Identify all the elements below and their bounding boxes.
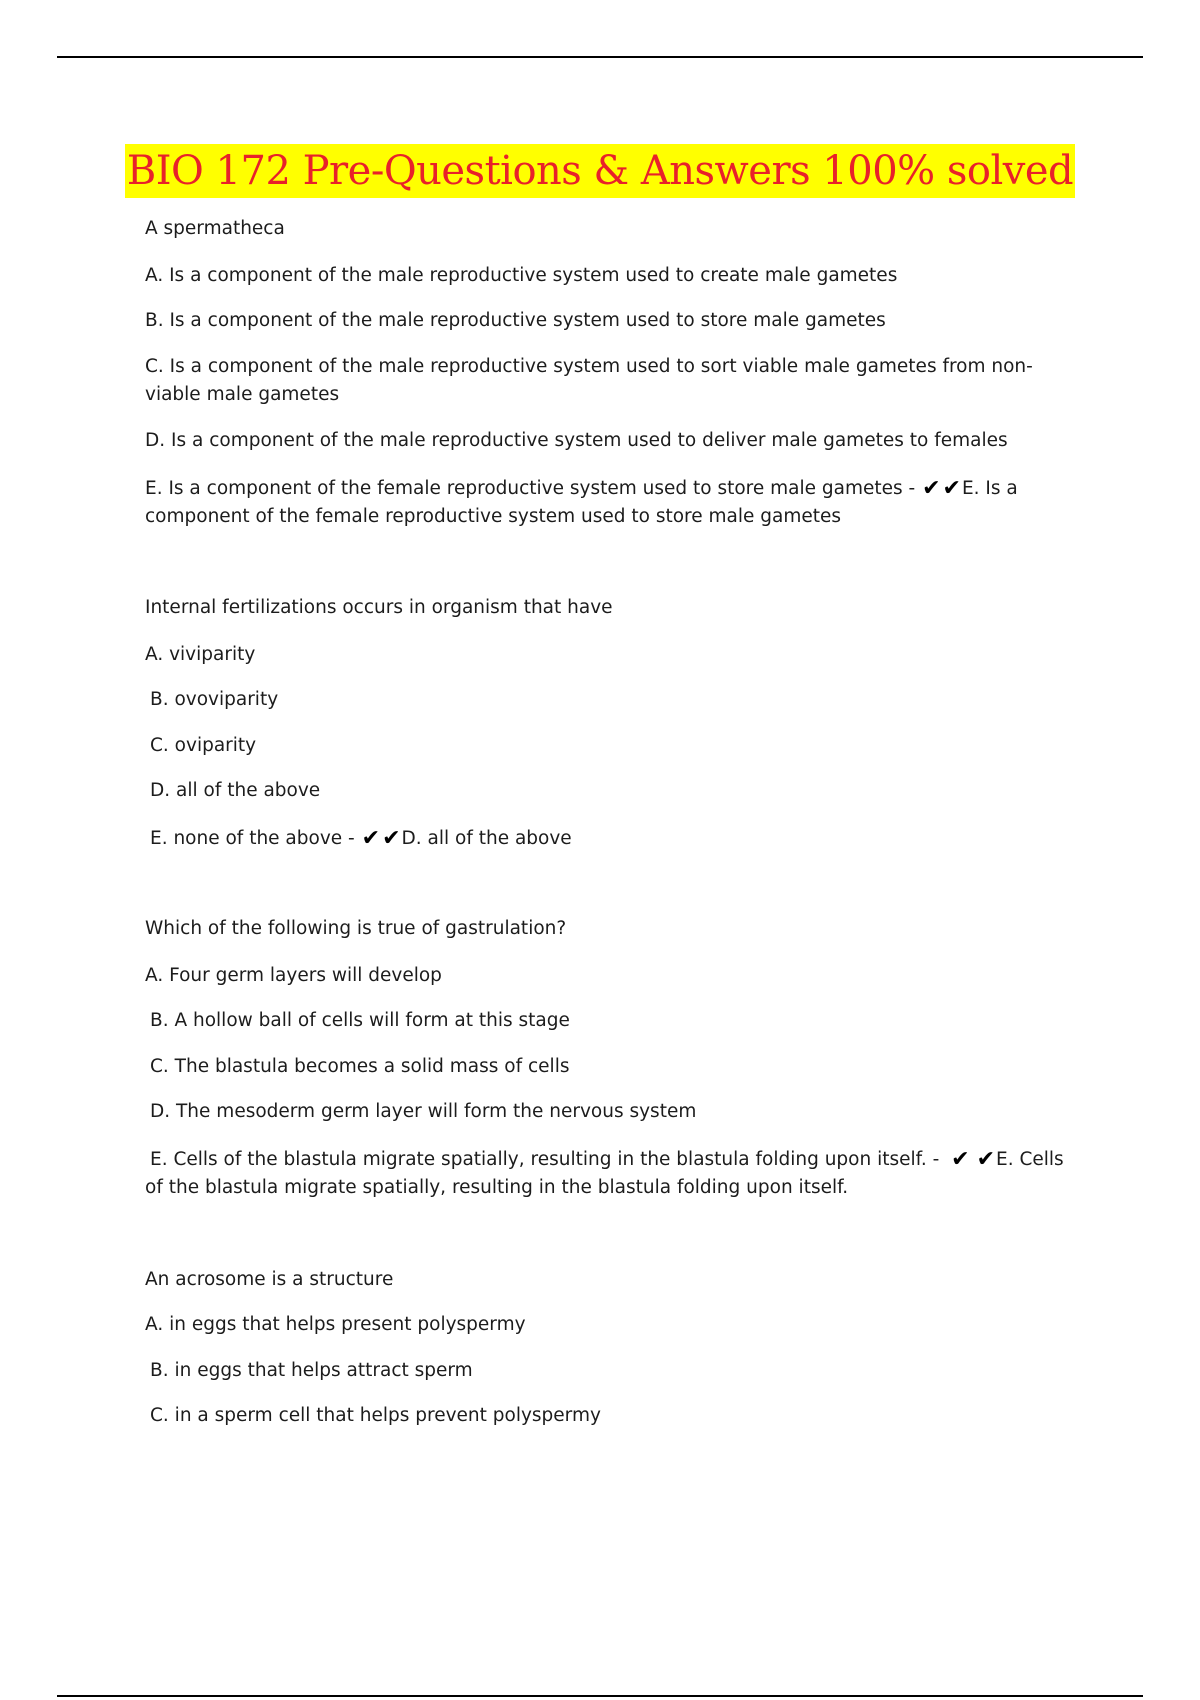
question-2-answer: D. all of the above bbox=[401, 828, 572, 849]
question-3-option-e-text: E. Cells of the blastula migrate spatially, resulting in the blastula folding upon itself. - bbox=[150, 1149, 940, 1170]
question-4-option-b: B. in eggs that helps attract sperm bbox=[150, 1360, 473, 1381]
question-4-option-a: A. in eggs that helps present polyspermy bbox=[145, 1314, 526, 1335]
question-3-option-b: B. A hollow ball of cells will form at this stage bbox=[150, 1010, 570, 1031]
checkmark-icon: ✔ bbox=[942, 476, 961, 501]
checkmark-icon: ✔ bbox=[922, 476, 941, 501]
checkmark-icon: ✔ bbox=[976, 1147, 996, 1172]
question-2-option-b: B. ovoviparity bbox=[150, 689, 279, 710]
question-1-option-c: C. Is a component of the male reproductive system used to sort viable male gametes from non-viable male gametes bbox=[145, 356, 1033, 405]
question-2-option-e-text: E. none of the above - bbox=[150, 828, 355, 849]
question-3-option-e bbox=[145, 1146, 1080, 1202]
question-3-option-c: C. The blastula becomes a solid mass of cells bbox=[150, 1056, 570, 1077]
checkmark-icon: ✔ bbox=[951, 1147, 970, 1172]
question-1-prompt: A spermatheca bbox=[145, 218, 285, 239]
checkmark-icon: ✔ bbox=[382, 826, 401, 851]
question-4-option-c: C. in a sperm cell that helps prevent polyspermy bbox=[150, 1405, 601, 1426]
checkmark-icon: ✔ bbox=[361, 826, 381, 851]
question-2-option-a: A. viviparity bbox=[145, 644, 256, 665]
question-3-answer: E. Cells of the blastula migrate spatially, resulting in the blastula folding upon itself. bbox=[145, 1149, 1064, 1198]
question-3-option-a: A. Four germ layers will develop bbox=[145, 965, 442, 986]
question-2-option-d: D. all of the above bbox=[150, 780, 321, 801]
question-4-prompt: An acrosome is a structure bbox=[145, 1269, 394, 1290]
question-3-prompt: Which of the following is true of gastrulation? bbox=[145, 918, 567, 939]
question-2-prompt: Internal fertilizations occurs in organism that have bbox=[145, 597, 613, 618]
question-1-option-e-text: E. Is a component of the female reproductive system used to store male gametes - bbox=[145, 478, 916, 499]
question-3-option-d: D. The mesoderm germ layer will form the nervous system bbox=[150, 1101, 697, 1122]
question-2-option-e bbox=[150, 825, 1070, 853]
question-2-option-c: C. oviparity bbox=[150, 735, 257, 756]
question-1-option-d: D. Is a component of the male reproductive system used to deliver male gametes to females bbox=[145, 430, 1008, 451]
bottom-rule bbox=[57, 1695, 1143, 1697]
question-1-option-e bbox=[145, 475, 1065, 531]
question-1-option-b: B. Is a component of the male reproductive system used to store male gametes bbox=[145, 310, 886, 331]
document-title: BIO 172 Pre-Questions & Answers 100% solved bbox=[125, 144, 1075, 198]
question-1-answer: E. Is a component of the female reproductive system used to store male gametes bbox=[145, 478, 1018, 527]
question-1-option-a: A. Is a component of the male reproductive system used to create male gametes bbox=[145, 265, 898, 286]
